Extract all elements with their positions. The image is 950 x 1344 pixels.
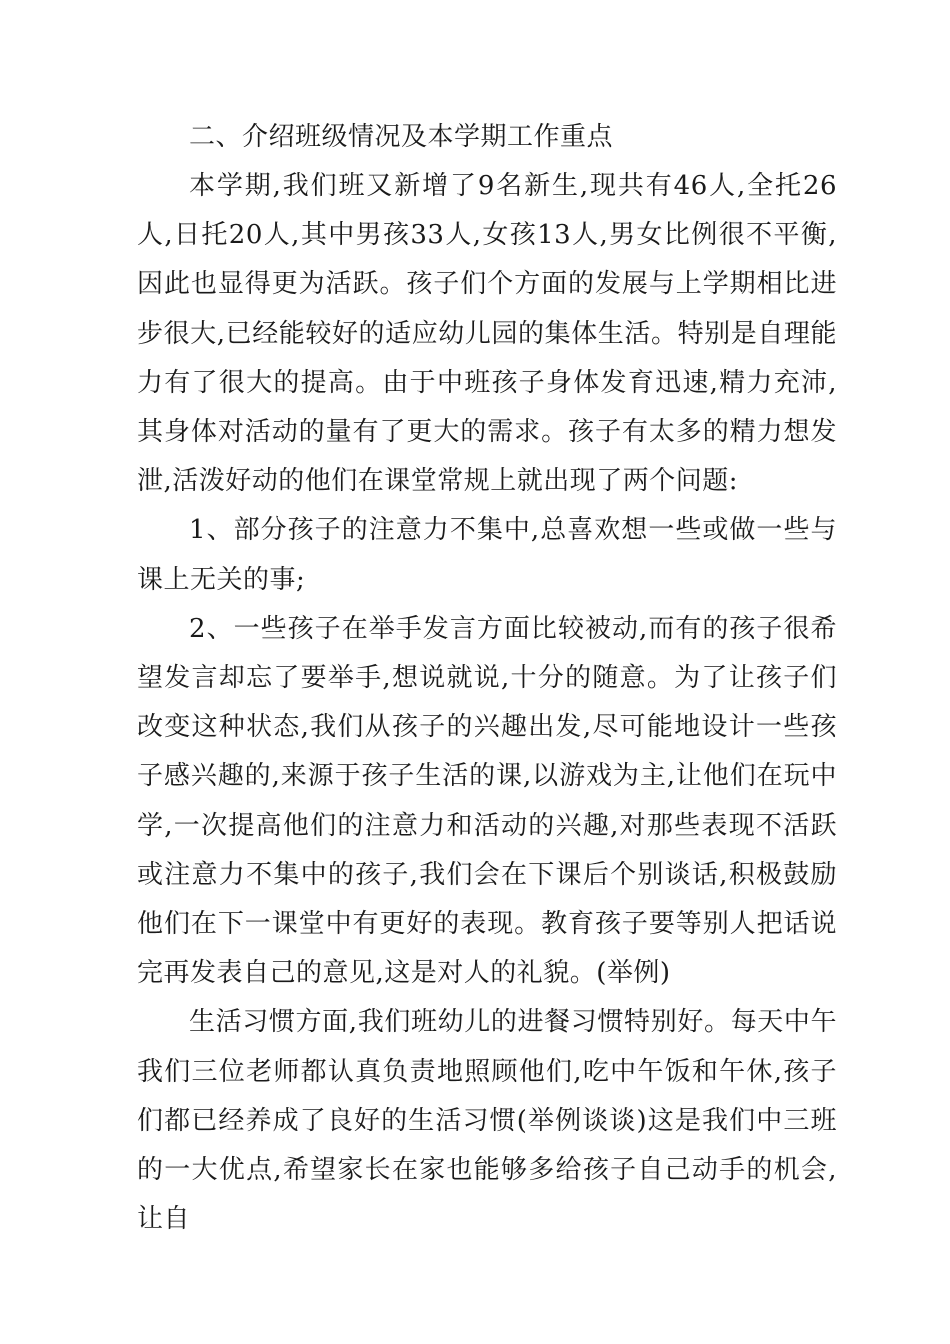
paragraph-issue-1: 1、部分孩子的注意力不集中,总喜欢想一些或做一些与课上无关的事; xyxy=(137,515,837,595)
section-heading: 二、介绍班级情况及本学期工作重点 xyxy=(189,122,614,152)
paragraph-issue-2: 2、一些孩子在举手发言方面比较被动,而有的孩子很希望发言却忘了要举手,想说就说,十分的随意。为了让孩子们改变这种状态,我们从孩子的兴趣出发,尽可能地设计一些孩子感兴趣的,来源于孩子生活的课,以游戏为主,让他们在玩中学,一次提高他们的注意力和活动的兴趣,对那些表现不活跃或注意力不集中的孩子,我们会在下课后个别谈话,积极鼓励他们在下一课堂中有更好的表现。教育孩子要等别人把话说完再发表自己的意见,这是对人的礼貌。(举例) xyxy=(137,613,837,989)
paragraph-living-habits: 生活习惯方面,我们班幼儿的进餐习惯特别好。每天中午我们三位老师都认真负责地照顾他们,吃中午饭和午休,孩子们都已经养成了良好的生活习惯(举例谈谈)这是我们中三班的一大优点,希望家长在家也能够多给孩子自己动手的机会,让自 xyxy=(137,1007,837,1235)
body-text xyxy=(137,162,837,1244)
paragraph-class-overview: 本学期,我们班又新增了9名新生,现共有46人,全托26人,日托20人,其中男孩33人,女孩13人,男女比例很不平衡,因此也显得更为活跃。孩子们个方面的发展与上学期相比进步很大,已经能较好的适应幼儿园的集体生活。特别是自理能力有了很大的提高。由于中班孩子身体发育迅速,精力充沛,其身体对活动的量有了更大的需求。孩子有太多的精力想发泄,活泼好动的他们在课堂常规上就出现了两个问题: xyxy=(137,171,837,497)
